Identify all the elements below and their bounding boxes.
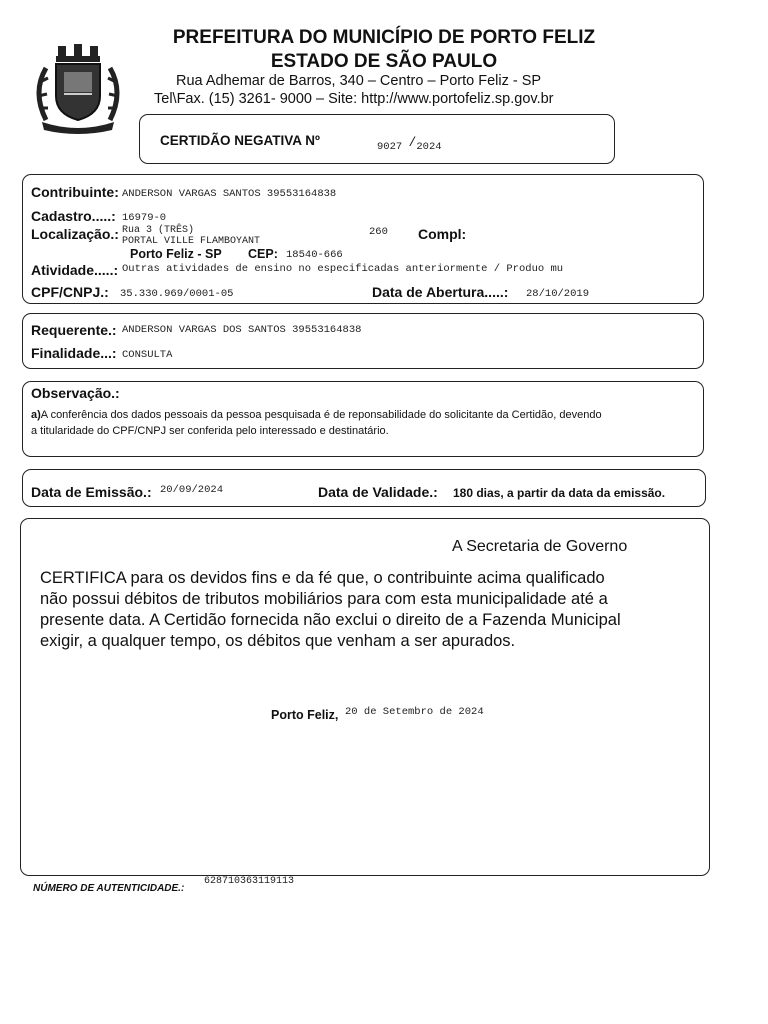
cidade-label: Porto Feliz - SP [130, 247, 222, 261]
emissao-label: Data de Emissão.: [31, 484, 152, 500]
cpf-value: 35.330.969/0001-05 [120, 288, 234, 300]
localizacao-label: Localização.: [31, 226, 119, 242]
certidao-number-value: 9027 [377, 141, 403, 153]
certifica-line1: CERTIFICA para os devidos fins e da fé que, o contribuinte acima qualificado [40, 569, 605, 587]
requerente-value: ANDERSON VARGAS DOS SANTOS 39553164838 [122, 324, 362, 336]
emissao-value: 20/09/2024 [160, 484, 224, 496]
localizacao-numero: 260 [369, 226, 388, 238]
header-title: PREFEITURA DO MUNICÍPIO DE PORTO FELIZ [172, 27, 596, 48]
secretaria-text: A Secretaria de Governo [452, 538, 628, 555]
observacao-line2: a titularidade do CPF/CNPJ ser conferida pelo interessado e destinatário. [31, 425, 389, 437]
validade-label: Data de Validade.: [318, 484, 438, 500]
abertura-label: Data de Abertura.....: [372, 284, 509, 300]
header-subtitle: ESTADO DE SÃO PAULO [270, 51, 498, 72]
autenticidade-label: NÚMERO DE AUTENTICIDADE.: [33, 883, 185, 894]
certidao-slash: / [408, 135, 417, 150]
abertura-value: 28/10/2019 [526, 288, 590, 300]
finalidade-label: Finalidade...: [31, 345, 117, 361]
observacao-text-1: A conferência dos dados pessoais da pessoa pesquisada é de reponsabilidade do solicitante da Certidão, devendo [40, 409, 602, 421]
cep-label: CEP: [248, 247, 278, 261]
localizacao-line2: PORTAL VILLE FLAMBOYANT [122, 236, 261, 247]
cadastro-label: Cadastro.....: [31, 208, 116, 224]
header-contact: Tel\Fax. (15) 3261- 9000 – Site: http://www.portofeliz.sp.gov.br [154, 91, 554, 107]
header-address: Rua Adhemar de Barros, 340 – Centro – Porto Feliz - SP [176, 73, 542, 89]
atividade-value: Outras atividades de ensino no especificadas anteriormente / Produo mu [122, 263, 564, 275]
observacao-item-prefix: a) [31, 409, 41, 421]
local-label: Porto Feliz, [271, 708, 339, 722]
finalidade-value: CONSULTA [122, 349, 173, 361]
autenticidade-value: 628710363119113 [204, 876, 295, 887]
certifica-line3: presente data. A Certidão fornecida não exclui o direito de a Fazenda Municipal [40, 611, 621, 629]
atividade-label: Atividade.....: [31, 262, 119, 278]
certidao-number [377, 135, 442, 153]
certifica-line4: exigir, a qualquer tempo, os débitos que venham a ser apurados. [40, 632, 516, 650]
certifica-line2: não possui débitos de tributos mobiliários para com esta municipalidade até a [40, 590, 608, 608]
requerente-label: Requerente.: [31, 322, 117, 338]
compl-label: Compl: [418, 226, 467, 242]
certidao-label: CERTIDÃO NEGATIVA Nº [160, 133, 320, 148]
cep-value: 18540-666 [286, 249, 343, 261]
contribuinte-value: ANDERSON VARGAS SANTOS 39553164838 [122, 188, 337, 200]
cpf-label: CPF/CNPJ.: [31, 284, 109, 300]
local-data: 20 de Setembro de 2024 [345, 706, 484, 718]
contribuinte-label: Contribuinte: [31, 184, 119, 200]
localizacao-line1: Rua 3 (TRÊS) [122, 225, 195, 236]
cadastro-value: 16979-0 [122, 212, 167, 224]
observacao-line1 [31, 409, 602, 421]
observacao-label: Observação.: [31, 385, 120, 401]
validade-value: 180 dias, a partir da data da emissão. [453, 486, 666, 500]
certidao-year: 2024 [416, 141, 442, 153]
